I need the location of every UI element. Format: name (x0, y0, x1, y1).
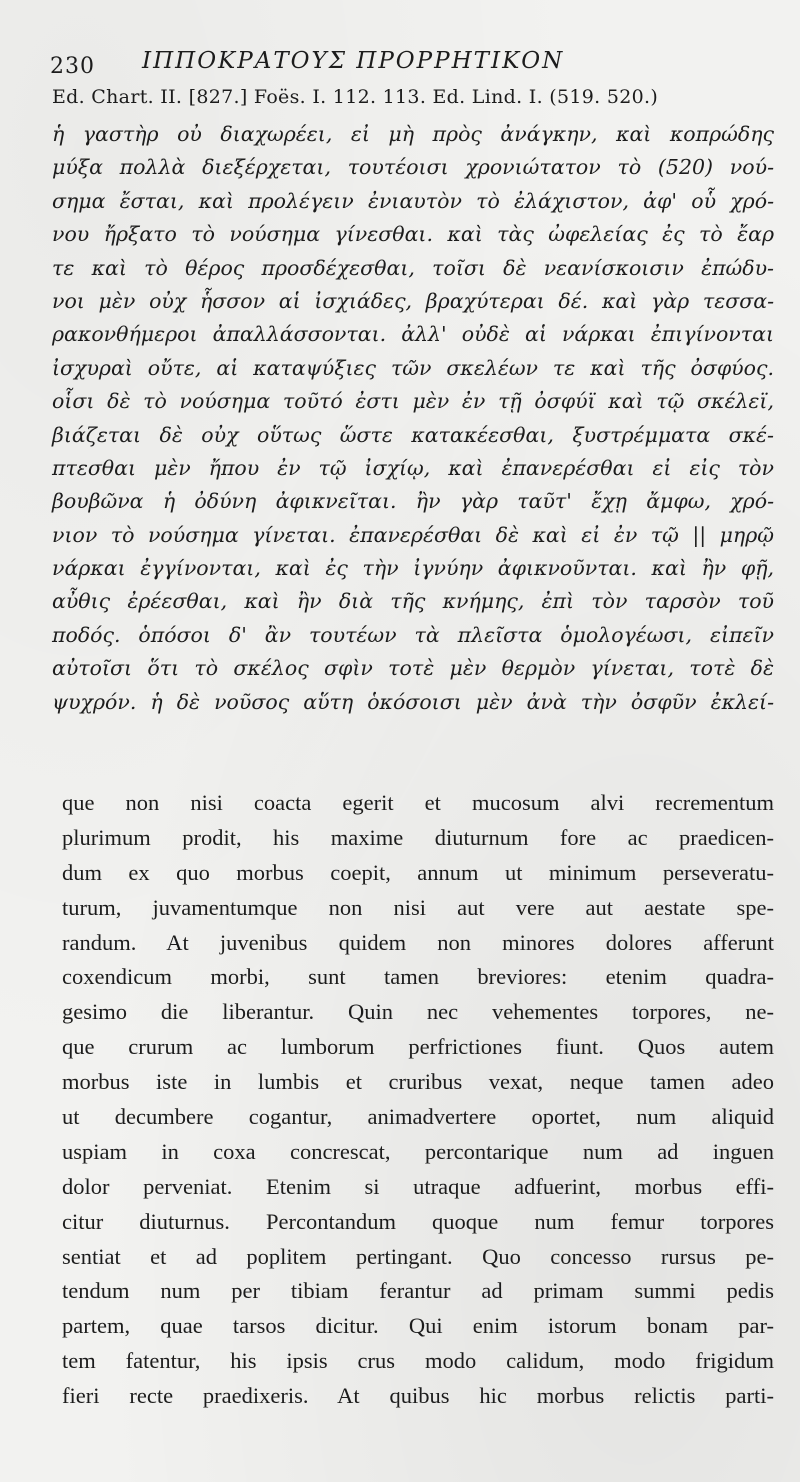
latin-line: que non nisi coacta egerit et mucosum alvi recrementum (62, 790, 774, 815)
greek-line: νοι μὲν οὐχ ἧσσον αἱ ἰσχιάδες, βραχύτεραι δέ. καὶ γὰρ τεσσα- (52, 288, 774, 313)
latin-line: sentiat et ad poplitem pertingant. Quo concesso rursus pe- (62, 1243, 774, 1269)
latin-line: randum. At juvenibus quidem non minores dolores afferunt (62, 929, 774, 955)
greek-line: αὖθις ἐρέεσθαι, καὶ ἢν διὰ τῆς κνήμης, ἐπὶ τὸν ταρσὸν τοῦ (52, 589, 774, 614)
edition-reference-line: Ed. Chart. II. [827.] Foës. I. 112. 113. Ed. Lind. I. (519. 520.) (52, 86, 659, 108)
latin-line: dolor perveniat. Etenim si utraque adfuerint, morbus effi- (62, 1173, 774, 1199)
page-header (50, 40, 750, 82)
greek-line: ψυχρόν. ἡ δὲ νοῦσος αὕτη ὁκόσοισι μὲν ἀνὰ τὴν ὀσφῦν ἐκλεί- (52, 689, 774, 714)
latin-line: turum, juvamentumque non nisi aut vere aut aestate spe- (62, 894, 774, 920)
latin-line: ut decumbere cogantur, animadvertere oportet, num aliquid (62, 1104, 774, 1130)
latin-line: gesimo die liberantur. Quin nec vehementes torpores, ne- (62, 999, 774, 1025)
latin-line: plurimum prodit, his maxime diuturnum fore ac praedicen- (62, 824, 774, 850)
latin-line: citur diuturnus. Percontandum quoque num femur torpores (62, 1208, 774, 1234)
greek-line: πτεσθαι μὲν ἤπου ἐν τῷ ἰσχίῳ, καὶ ἐπανερέσθαι εἰ εἰς τὸν (52, 455, 774, 480)
greek-line: νιον τὸ νούσημα γίνεται. ἐπανερέσθαι δὲ καὶ εἰ ἐν τῷ || μηρῷ (52, 522, 774, 547)
running-title: ΙΠΠΟΚΡΑΤΟΥΣ ΠΡΟΡΡΗΤΙΚΟΝ (142, 48, 565, 74)
greek-text-block (52, 118, 774, 719)
latin-line: dum ex quo morbus coepit, annum ut minimum perseveratu- (62, 859, 774, 885)
greek-line: ρακονθήμεροι ἀπαλλάσσονται. ἀλλ' οὐδὲ αἱ νάρκαι ἐπιγίνονται (52, 322, 774, 347)
greek-line: σημα ἔσται, καὶ προλέγειν ἐνιαυτὸν τὸ ἐλάχιστον, ἀφ' οὗ χρό- (52, 188, 774, 213)
greek-line: βουβῶνα ἡ ὀδύνη ἀφικνεῖται. ἢν γὰρ ταῦτ' ἔχῃ ἄμφω, χρό- (52, 489, 774, 514)
latin-line: tendum num per tibiam ferantur ad primam summi pedis (62, 1278, 774, 1304)
greek-line: ἰσχυραὶ οὔτε, αἱ καταψύξιες τῶν σκελέων τε καὶ τῆς ὀσφύος. (52, 355, 774, 380)
latin-line: uspiam in coxa concrescat, percontarique num ad inguen (62, 1138, 774, 1164)
greek-line: ἡ γαστὴρ οὐ διαχωρέει, εἰ μὴ πρὸς ἀνάγκην, καὶ κοπρώδης (52, 122, 774, 146)
greek-line: μύξα πολλὰ διεξέρχεται, τουτέοισι χρονιώτατον τὸ (520) νού- (52, 155, 774, 180)
greek-line: νάρκαι ἐγγίνονται, καὶ ἐς τὴν ἰγνύην ἀφικνοῦνται. καὶ ἢν φῇ, (52, 556, 774, 581)
latin-line: morbus iste in lumbis et cruribus vexat, neque tamen adeo (62, 1069, 774, 1095)
greek-line: οἷσι δὲ τὸ νούσημα τοῦτό ἐστι μὲν ἐν τῇ ὀσφύϊ καὶ τῷ σκέλεϊ, (52, 389, 774, 414)
latin-line: que crurum ac lumborum perfrictiones fiunt. Quos autem (62, 1034, 774, 1060)
latin-line: partem, quae tarsos dicitur. Qui enim istorum bonam par- (62, 1313, 774, 1339)
latin-text-block (62, 786, 774, 1414)
latin-line: tem fatentur, his ipsis crus modo calidum, modo frigidum (62, 1348, 774, 1374)
latin-line: coxendicum morbi, sunt tamen breviores: etenim quadra- (62, 964, 774, 990)
greek-line: αὐτοῖσι ὅτι τὸ σκέλος σφὶν τοτὲ μὲν θερμὸν γίνεται, τοτὲ δὲ (52, 656, 774, 681)
greek-line: βιάζεται δὲ οὐχ οὕτως ὥστε κατακέεσθαι, ξυστρέμματα σκέ- (52, 422, 774, 447)
greek-line: ποδός. ὁπόσοι δ' ἂν τουτέων τὰ πλεῖστα ὁμολογέωσι, εἰπεῖν (52, 622, 774, 647)
greek-line: νου ἤρξατο τὸ νούσημα γίνεσθαι. καὶ τὰς ὠφελείας ἐς τὸ ἔαρ (52, 222, 774, 247)
latin-line: fieri recte praedixeris. At quibus hic morbus relictis parti- (62, 1383, 774, 1409)
page-number: 230 (50, 54, 95, 79)
greek-line: τε καὶ τὸ θέρος προσδέχεσθαι, τοῖσι δὲ νεανίσκοισιν ἐπώδυ- (52, 255, 774, 280)
